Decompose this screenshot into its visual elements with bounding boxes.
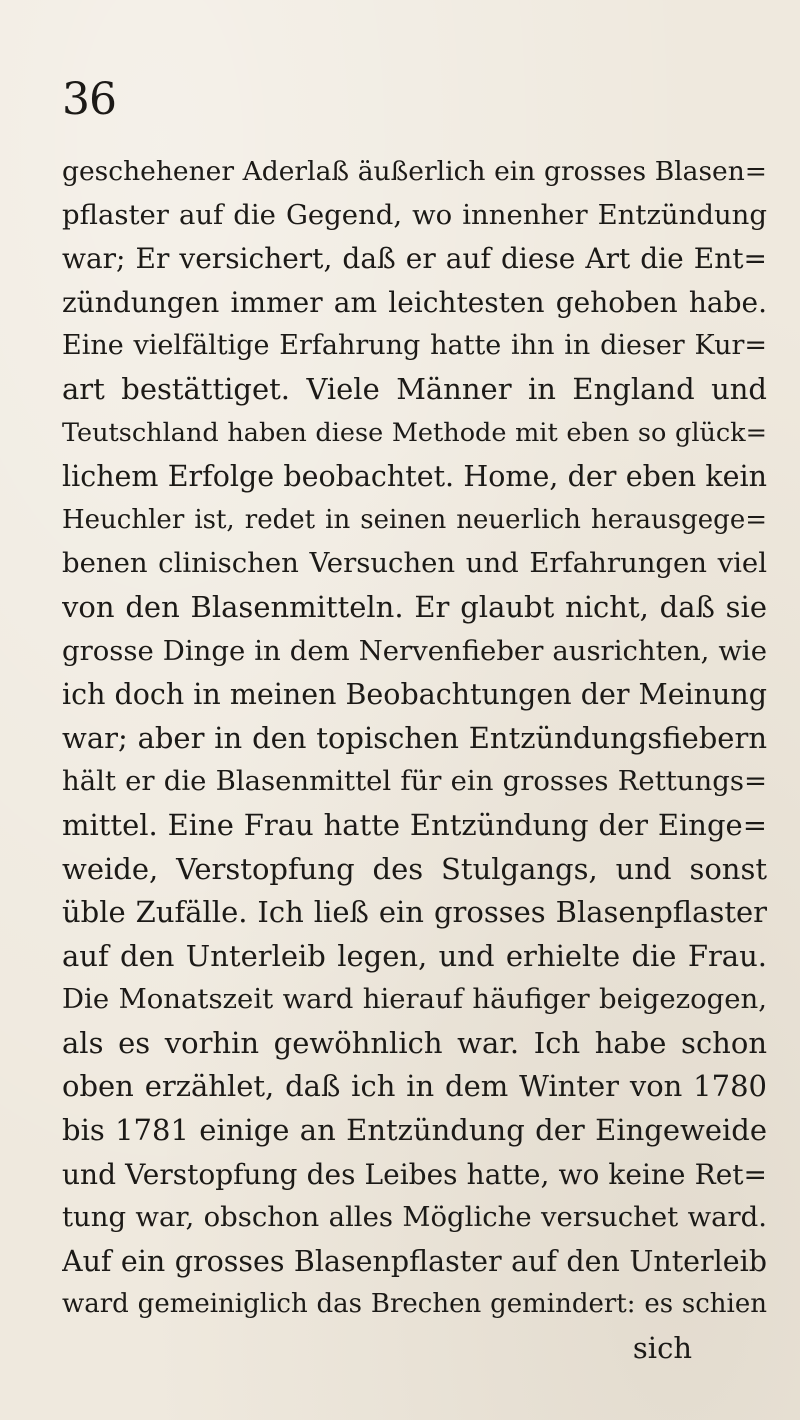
text-line: bis 1781 einige an Entzündung der Eingeweide <box>62 1113 767 1148</box>
text-line: ward gemeiniglich das Brechen gemindert: es schien <box>62 1289 767 1320</box>
text-line: lichem Erfolge beobachtet. Home, der eben kein <box>62 460 767 494</box>
text-line: als es vorhin gewöhnlich war. Ich habe schon <box>62 1025 767 1060</box>
catchword: sich <box>632 1331 692 1366</box>
text-line: hält er die Blasenmittel für ein grosses Rettungs= <box>62 765 767 798</box>
text-line: mittel. Eine Frau hatte Entzündung der Einge= <box>62 807 767 842</box>
text-line: üble Zufälle. Ich ließ ein grosses Blasenpflaster <box>62 895 767 930</box>
text-line: weide, Verstopfung des Stulgangs, und sonst <box>62 851 767 886</box>
body-text <box>62 150 767 1371</box>
text-line: oben erzählet, daß ich in dem Winter von 1780 <box>62 1069 767 1104</box>
text-line: war; aber in den topischen Entzündungsfiebern <box>62 720 767 755</box>
page-number: 36 <box>62 74 116 125</box>
text-line: pflaster auf die Gegend, wo innenher Entzündung <box>62 198 767 231</box>
text-line: auf den Unterleib legen, und erhielte die Frau. <box>62 938 767 973</box>
text-line: art bestättiget. Viele Männer in England und <box>62 371 767 406</box>
text-line: Die Monatszeit ward hierauf häufiger beigezogen, <box>62 983 767 1016</box>
text-line: tung war, obschon alles Mögliche versuchet ward. <box>62 1201 767 1234</box>
text-line: benen clinischen Versuchen und Erfahrungen viel <box>62 547 767 580</box>
text-line: grosse Dinge in dem Nervenfieber ausrichten, wie <box>62 634 767 667</box>
text-line: Teutschland haben diese Methode mit eben so glück= <box>62 417 767 448</box>
text-line: Auf ein grosses Blasenpflaster auf den Unterleib <box>62 1244 767 1278</box>
text-line: war; Er versichert, daß er auf diese Art die Ent= <box>62 242 767 276</box>
text-line: geschehener Aderlaß äußerlich ein grosses Blasen= <box>62 156 767 187</box>
text-line: Eine vielfältige Erfahrung hatte ihn in dieser Kur= <box>62 330 767 362</box>
text-line: Heuchler ist, redet in seinen neuerlich herausgege= <box>62 504 767 535</box>
text-line: und Verstopfung des Leibes hatte, wo keine Ret= <box>62 1157 767 1191</box>
text-line: zündungen immer am leichtesten gehoben habe. <box>62 285 767 319</box>
text-line: von den Blasenmitteln. Er glaubt nicht, daß sie <box>62 589 767 624</box>
text-line: ich doch in meinen Beobachtungen der Meinung <box>62 678 767 712</box>
